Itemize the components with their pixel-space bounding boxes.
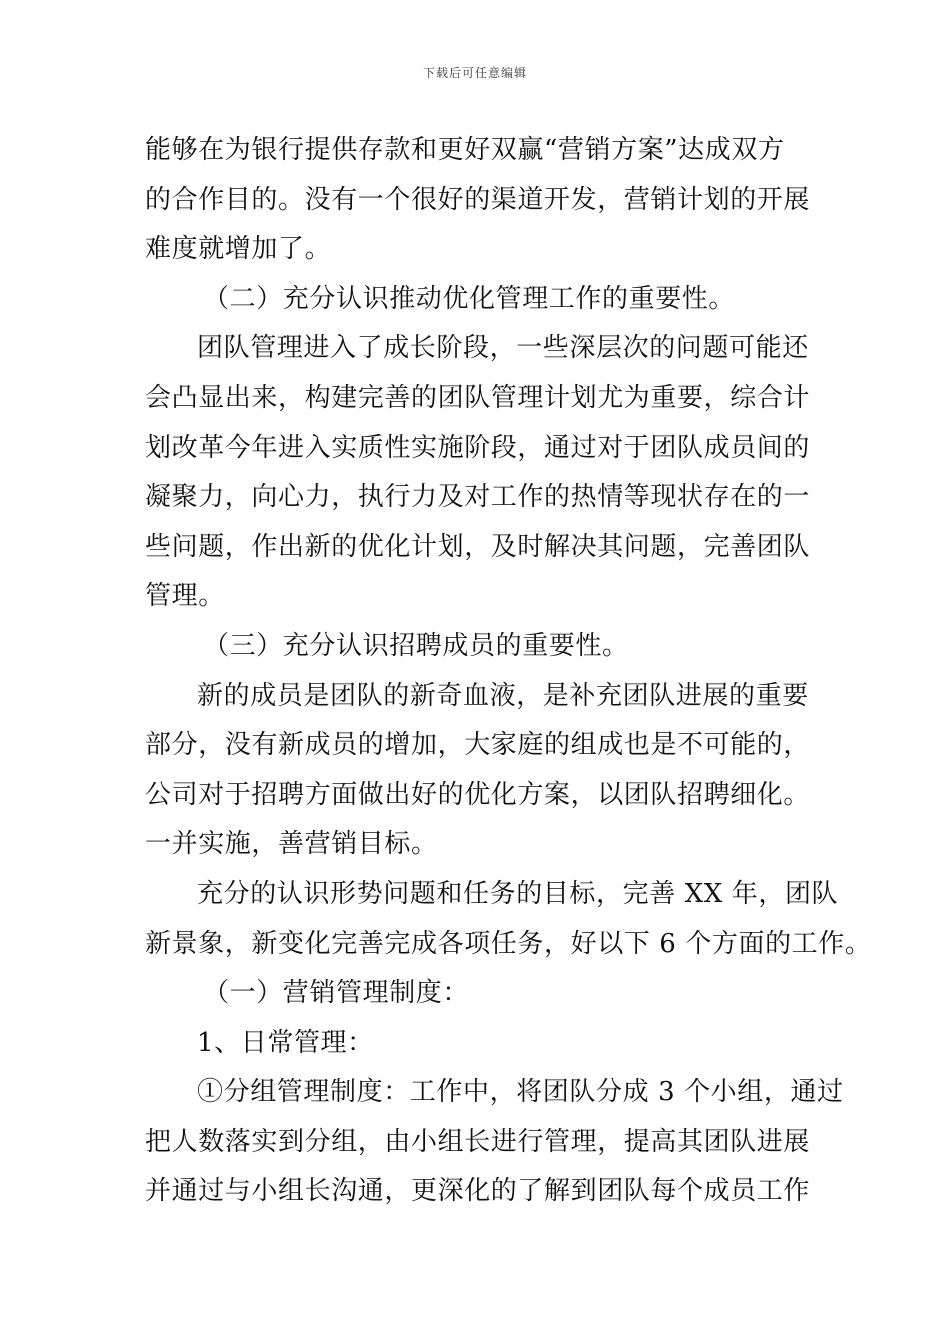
section-heading: （三）充分认识招聘成员的重要性。 [203, 630, 629, 661]
text-line: 部分，没有新成员的增加，大家庭的组成也是不可能的， [145, 730, 811, 761]
text-line: 难度就增加了。 [145, 234, 332, 265]
text-line: 能够在为银行提供存款和更好双赢“营销方案”达成双方 [145, 135, 785, 165]
text-line: 一并实施，善营销目标。 [145, 829, 438, 860]
text-line: 划改革今年进入实质性实施阶段，通过对于团队成员间的 [145, 432, 811, 463]
text-line: ①分组管理制度：工作中，将团队分成 3 个小组，通过 [197, 1077, 844, 1108]
text-line: 新景象，新变化完善完成各项任务，好以下 6 个方面的工作。 [145, 928, 872, 959]
text-line: 团队管理进入了成长阶段，一些深层次的问题可能还 [197, 333, 809, 364]
page-header: 下载后可任意编辑 [422, 66, 527, 80]
text-line: 并通过与小组长沟通，更深化的了解到团队每个成员工作 [145, 1176, 811, 1207]
text-line: 凝聚力，向心力，执行力及对工作的热情等现状存在的一 [145, 482, 811, 513]
subsection-heading: 1、日常管理： [197, 1027, 374, 1058]
text-line: 公司对于招聘方面做出好的优化方案，以团队招聘细化。 [145, 779, 811, 810]
section-heading: （二）充分认识推动优化管理工作的重要性。 [203, 283, 736, 314]
text-line: 会凸显出来，构建完善的团队管理计划尤为重要，综合计 [145, 382, 811, 413]
text-line: 把人数落实到分组，由小组长进行管理，提高其团队进展 [145, 1126, 811, 1157]
section-heading: （一）营销管理制度： [203, 978, 470, 1009]
text-line: 些问题，作出新的优化计划，及时解决其问题，完善团队 [145, 531, 811, 562]
text-line: 充分的认识形势问题和任务的目标，完善 XX 年，团队 [197, 878, 839, 909]
text-line: 管理。 [145, 581, 225, 612]
text-line: 新的成员是团队的新奇血液，是补充团队进展的重要 [197, 680, 809, 711]
document-body [145, 126, 872, 1217]
text-line: 的合作目的。没有一个很好的渠道开发，营销计划的开展 [145, 184, 811, 215]
